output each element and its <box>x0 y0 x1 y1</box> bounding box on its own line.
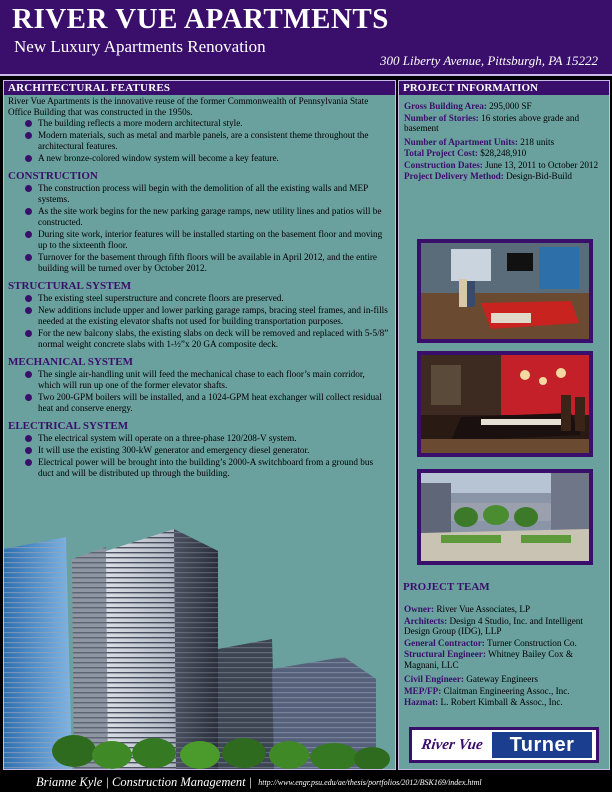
arch-intro: River Vue Apartments is the innovative reuse of the former Commonwealth of Pennsylvania State Office Building that was constructed in the 1950s. <box>8 96 369 117</box>
turner-logo: Turner <box>492 732 592 758</box>
mep-label: MEP/FP: <box>404 685 442 696</box>
civil-engineer-value: Gateway Engineers <box>466 674 538 684</box>
cost-label: Total Project Cost: <box>404 148 478 158</box>
list-item: The building reflects a more modern architectural style. <box>38 118 389 129</box>
mechanical-heading: MECHANICAL SYSTEM <box>8 356 133 368</box>
structural-bullets <box>4 293 395 350</box>
list-item: For the new balcony slabs, the existing slabs on deck will be removed and replaced with 5-5/8” normal weight concrete slabs with 1-½”x 20 GA composite deck. <box>38 328 389 349</box>
civil-engineer-label: Civil Engineer: <box>404 674 464 684</box>
stories-value: 16 stories above grade and basement <box>404 112 580 133</box>
list-item: The existing steel superstructure and concrete floors are preserved. <box>38 293 389 304</box>
project-info <box>399 95 609 182</box>
architects-label: Architects: <box>404 615 448 626</box>
building-rendering <box>4 529 396 769</box>
units-label: Number of Apartment Units: <box>404 136 518 147</box>
hazmat-label: Hazmat: <box>404 697 439 707</box>
list-item: Turnover for the basement through fifth floors will be available in April 2012, and the entire building will be turned over by October 2012. <box>38 252 389 274</box>
mep-value: Claitman Engineering Assoc., Inc. <box>443 685 570 696</box>
list-item: It will use the existing 300-kW generator and emergency diesel generator. <box>38 445 389 456</box>
owner-label: Owner: <box>404 604 435 614</box>
cost-value: $28,248,910 <box>480 148 527 158</box>
hazmat-value: L. Robert Kimball & Assoc., Inc. <box>440 697 563 707</box>
electrical-bullets <box>4 433 395 479</box>
dates-label: Construction Dates: <box>404 159 483 170</box>
list-item: The electrical system will operate on a three-phase 120/208-V system. <box>38 433 389 444</box>
delivery-label: Project Delivery Method: <box>404 171 504 181</box>
list-item: New additions include upper and lower parking garage ramps, bracing steel frames, and in-fills needed at the existing elevator shafts not used for building transportation purposes. <box>38 305 388 326</box>
left-panel <box>3 80 396 770</box>
gc-value: Turner Construction Co. <box>487 637 577 648</box>
project-address: 300 Liberty Avenue, Pittsburgh, PA 15222 <box>380 53 598 68</box>
arch-heading: ARCHITECTURAL FEATURES <box>4 81 395 95</box>
footer <box>0 772 612 792</box>
right-panel <box>398 80 610 770</box>
structural-heading: STRUCTURAL SYSTEM <box>8 280 132 292</box>
list-item: Two 200-GPM boilers will be installed, and a 1024-GPM heat exchanger will collect residual heat and conserve energy. <box>38 392 389 414</box>
dates-value: June 13, 2011 to October 2012 <box>485 159 599 170</box>
page-subtitle: New Luxury Apartments Renovation <box>14 37 266 56</box>
structural-engineer-label: Structural Engineer: <box>404 649 486 659</box>
stories-label: Number of Stories: <box>404 112 479 123</box>
list-item: During site work, interior features will be installed starting on the basement floor and moving up to the sixteenth floor. <box>38 229 389 251</box>
team-heading: PROJECT TEAM <box>403 581 490 593</box>
units-value: 218 units <box>520 136 555 147</box>
gc-label: General Contractor: <box>404 637 485 648</box>
logo-bar <box>409 727 599 763</box>
gross-area-value: 295,000 SF <box>489 101 532 111</box>
construction-bullets <box>4 183 395 274</box>
structural-engineer-value: Whitney Bailey Cox & Magnani, LLC <box>404 649 574 670</box>
list-item: The construction process will begin with the demolition of all the existing walls and MEP systems. <box>38 183 389 205</box>
portfolio-url[interactable]: http://www.engr.psu.edu/ae/thesis/portfolios/2012/BSK169/index.html <box>258 777 482 787</box>
author-credit: Brianne Kyle | Construction Management | <box>36 774 253 789</box>
owner-value: River Vue Associates, LP <box>436 604 531 614</box>
list-item: Electrical power will be brought into the building’s 2000-A switchboard from a ground bus duct and will be distributed up through the building. <box>38 457 389 479</box>
river-vue-logo: River Vue <box>420 736 484 753</box>
list-item: A new bronze-colored window system will become a key feature. <box>38 153 389 164</box>
construction-heading: CONSTRUCTION <box>8 170 98 182</box>
page-title: RIVER VUE APARTMENTS <box>12 3 389 35</box>
architects-value: Design 4 Studio, Inc. and Intelligent Design Group (IDG), LLP <box>404 615 583 636</box>
info-heading: PROJECT INFORMATION <box>399 81 609 95</box>
page-header <box>0 0 612 76</box>
living-room-photo <box>417 239 593 343</box>
arch-bullets <box>4 118 395 164</box>
courtyard-photo <box>417 469 593 565</box>
dining-room-photo <box>417 351 593 457</box>
mechanical-bullets <box>4 369 395 414</box>
list-item: The single air-handling unit will feed the mechanical chase to each floor’s main corridor, which will run up one of the former elevator shafts. <box>38 369 389 391</box>
list-item: Modern materials, such as metal and marble panels, are a consistent theme throughout the architectural features. <box>38 130 389 152</box>
list-item: As the site work begins for the new parking garage ramps, new utility lines and patios will be constructed. <box>38 206 389 228</box>
delivery-value: Design-Bid-Build <box>506 171 572 181</box>
electrical-heading: ELECTRICAL SYSTEM <box>8 420 129 432</box>
gross-area-label: Gross Building Area: <box>404 101 487 111</box>
project-team <box>404 604 609 709</box>
